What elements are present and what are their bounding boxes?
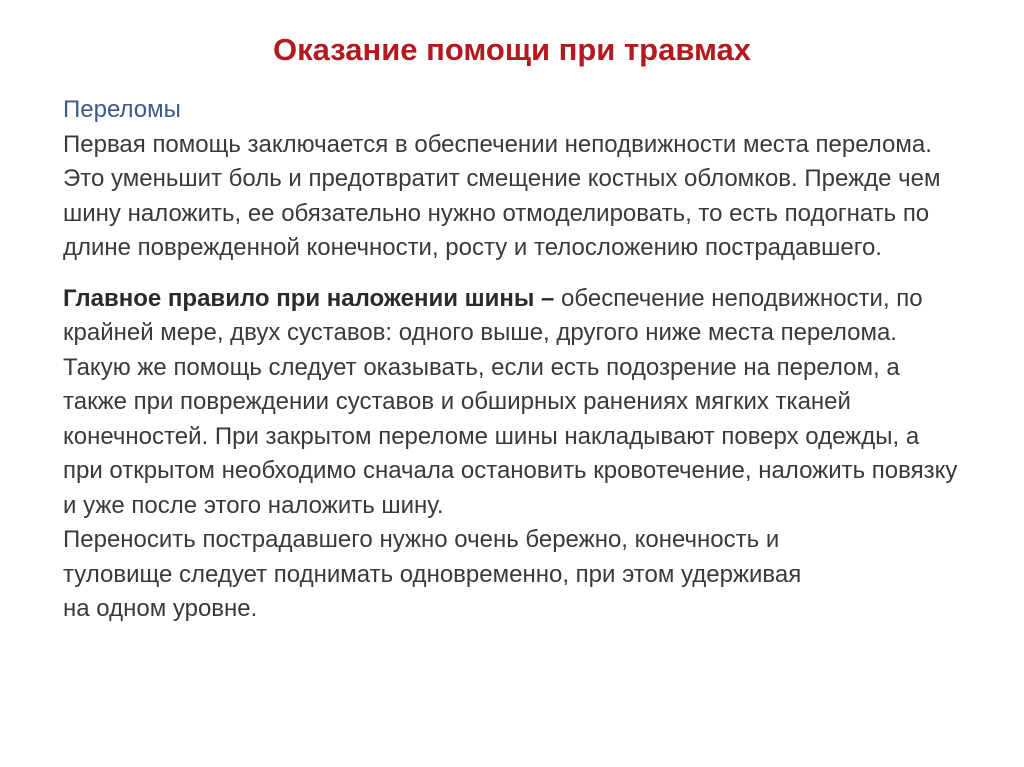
splint-rule-label: Главное правило при наложении шины – xyxy=(63,284,555,312)
section-heading: Переломы xyxy=(63,96,181,123)
splint-rule-paragraph xyxy=(63,282,963,627)
transport-line-3: на одном уровне. xyxy=(63,595,258,622)
slide-content xyxy=(63,93,963,627)
slide-title: Оказание помощи при травмах xyxy=(272,32,751,67)
fractures-paragraph xyxy=(63,93,963,266)
transport-line-1: Переносить пострадавшего нужно очень бережно, конечность и xyxy=(63,526,780,553)
splint-rule-text: обеспечение неподвижности, по крайней мере, двух суставов: одного выше, другого ниже места перелома. Такую же помощь следует оказывать, если есть подозрение на перелом, а также при повреждении суставов и обширных ранениях мягких тканей конечностей. При закрытом переломе шины накладывают поверх одежды, а при открытом необходимо сначала остановить кровотечение, наложить повязку и уже после этого наложить шину. xyxy=(63,284,958,519)
transport-line-2: туловище следует поднимать одновременно, при этом удерживая xyxy=(63,560,802,588)
first-aid-text: Первая помощь заключается в обеспечении неподвижности места перелома. Это уменьшит боль и предотвратит смещение костных обломков. Прежде чем шину наложить, ее обязательно нужно отмоделировать, то есть подогнать по длине поврежденной конечности, росту и телосложению пострадавшего. xyxy=(63,130,941,261)
